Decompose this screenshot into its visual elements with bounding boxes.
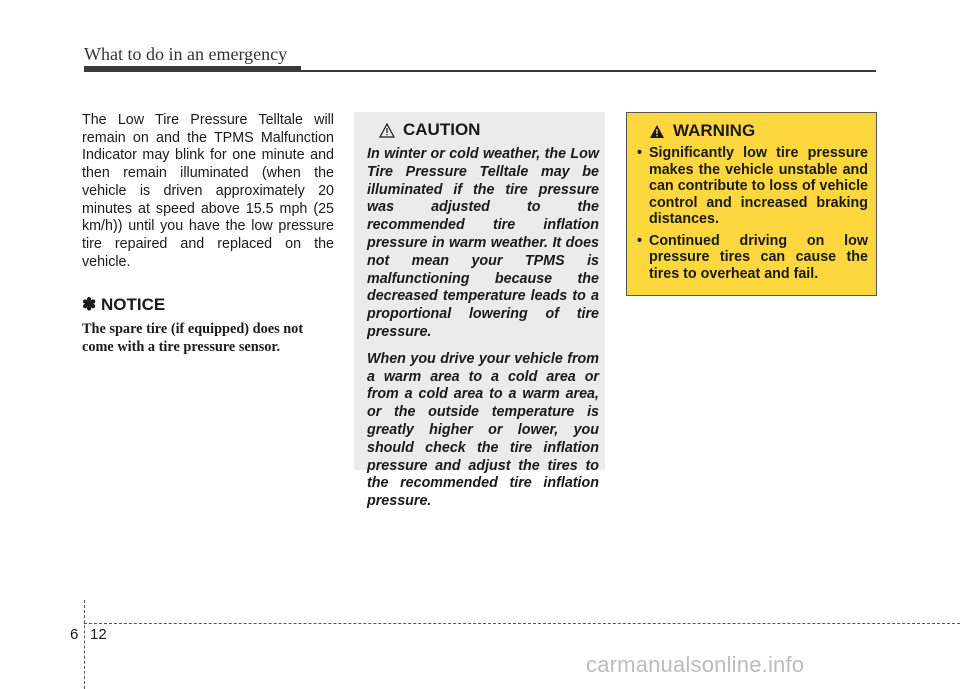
warning-heading bbox=[649, 121, 868, 141]
tpms-body-text: The Low Tire Pressure Telltale will remain on and the TPMS Malfunction Indicator may blink for one minute and then remain illuminated (when the vehicle is driven approximately 20 minutes at speed above 15.5 mph (25 km/h)) until you have the low pressure tire repaired and replaced on the vehicle. bbox=[82, 112, 334, 270]
caution-heading bbox=[379, 120, 599, 140]
caution-paragraph-2: When you drive your vehicle from a warm area to a cold area or from a cold area to a warm area, or the outside temperature is greatly higher or lower, you should check the tire inflation pressure and adjust the tires to the recommended tire inflation pressure. bbox=[367, 350, 599, 510]
watermark: carmanualsonline.info bbox=[586, 652, 805, 677]
page-header-title: What to do in an emergency bbox=[84, 44, 288, 64]
footer-divider bbox=[84, 600, 85, 689]
list-item bbox=[637, 145, 868, 228]
notice-heading: ✽ NOTICE bbox=[82, 295, 166, 315]
warning-item-text: Significantly low tire pressure makes the vehicle unstable and can contribute to loss of vehicle control and increased braking distances. bbox=[649, 145, 868, 227]
page-number: 12 bbox=[90, 626, 107, 643]
warning-box bbox=[626, 112, 877, 296]
caution-box bbox=[354, 112, 605, 510]
header-rule-thick bbox=[84, 66, 301, 72]
warning-title: WARNING bbox=[673, 121, 756, 140]
notice-text: The spare tire (if equipped) does not come with a tire pressure sensor. bbox=[82, 321, 304, 356]
bullet: • bbox=[637, 145, 643, 161]
bullet: • bbox=[637, 232, 643, 249]
header-rule-thin bbox=[301, 70, 876, 72]
caution-paragraph-1: In winter or cold weather, the Low Tire Pressure Telltale may be illuminated if the tire pressure was adjusted to the recommended tire inflation pressure in warm weather. It does not mean your TPMS is malfunctioning because the decreased temperature leads to a proportional lowering of tire pressure. bbox=[367, 146, 599, 340]
list-item bbox=[637, 233, 868, 283]
warning-item-text: Continued driving on low pressure tires can cause the tires to overheat and fail. bbox=[649, 232, 868, 282]
caution-title: CAUTION bbox=[403, 120, 481, 139]
warning-list bbox=[637, 145, 868, 282]
warning-triangle-filled-icon bbox=[649, 124, 665, 139]
warning-triangle-outline-icon bbox=[379, 123, 395, 138]
left-column bbox=[82, 112, 334, 357]
chapter-number: 6 bbox=[70, 626, 79, 643]
footer-rule bbox=[84, 623, 960, 624]
